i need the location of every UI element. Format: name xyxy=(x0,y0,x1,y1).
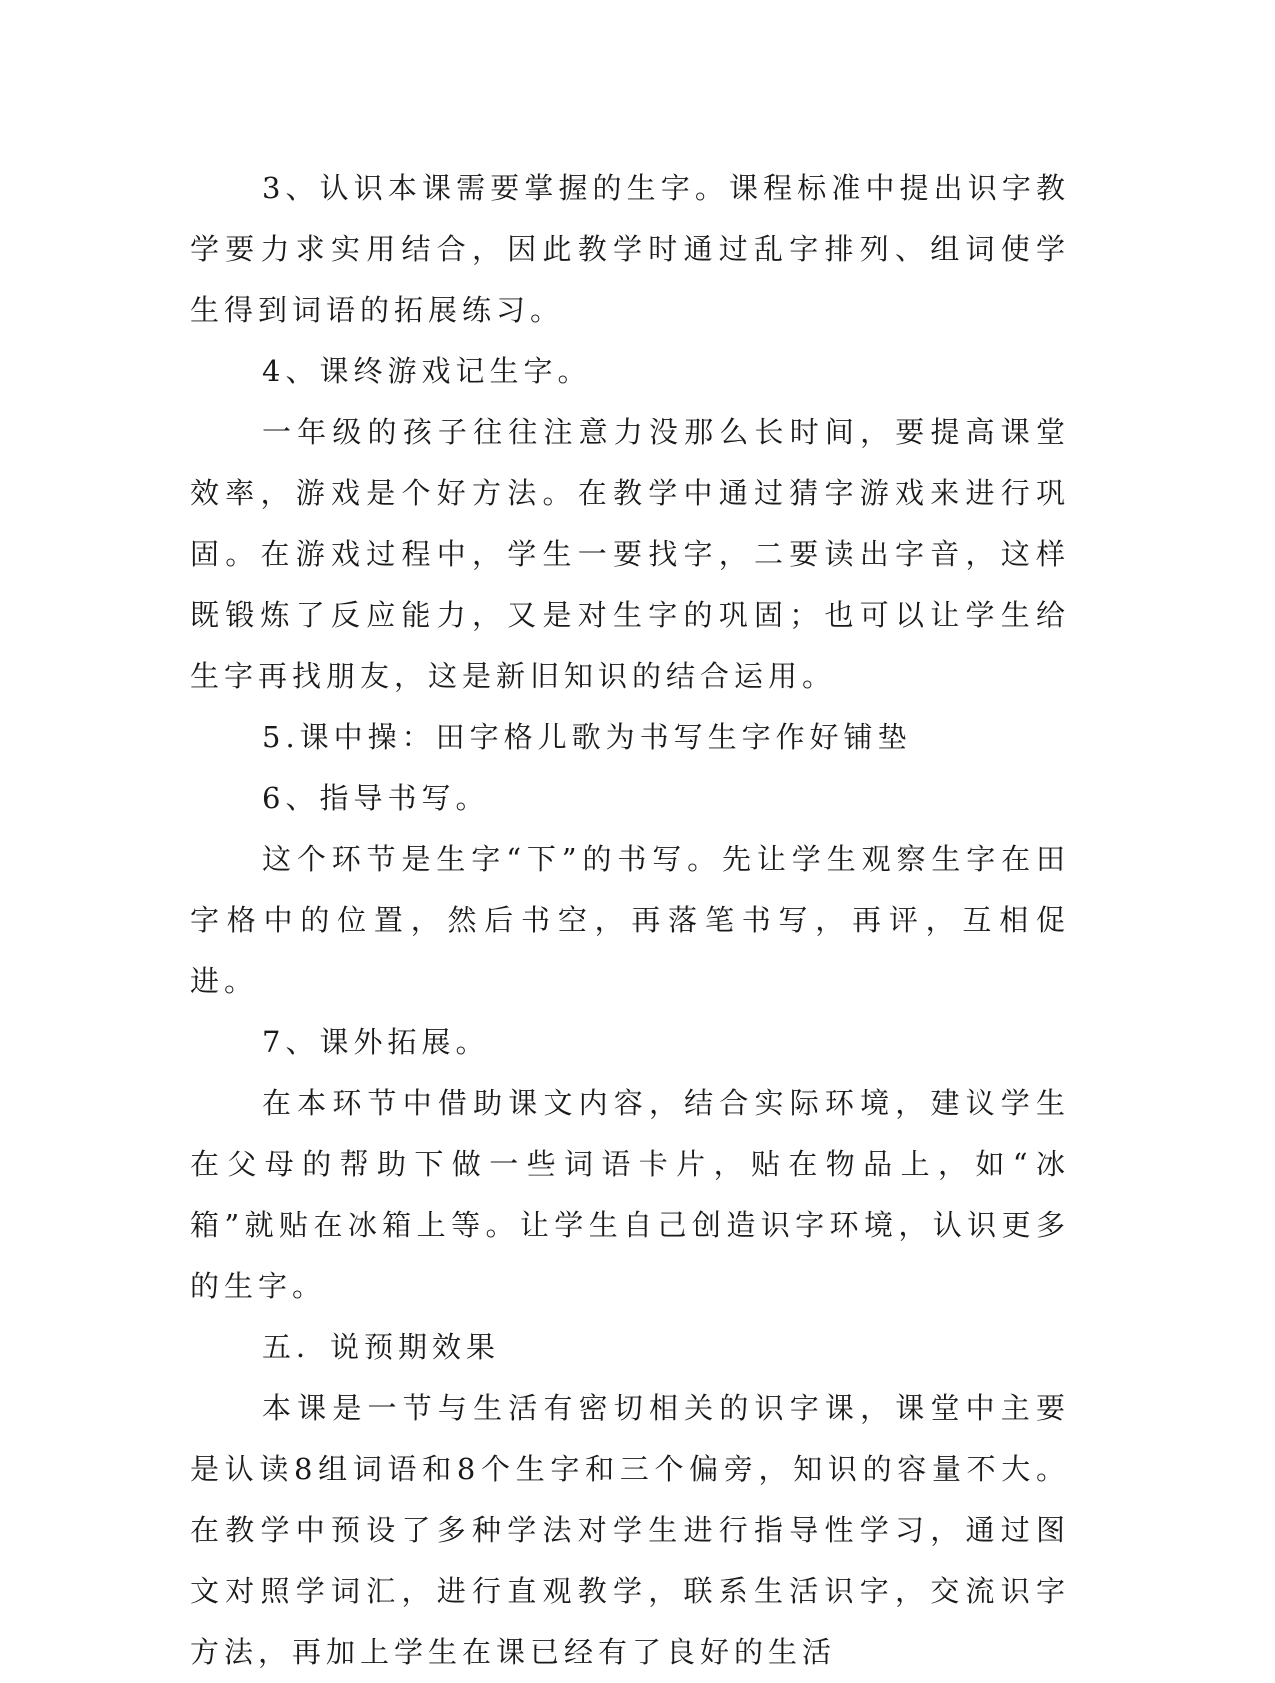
section-heading-expected-effect: 五．说预期效果 xyxy=(262,1330,501,1364)
paragraph-item-5: 5.课中操：田字格儿歌为书写生字作好铺垫 xyxy=(262,720,912,754)
paragraph-item-4-heading: 4、课终游戏记生字。 xyxy=(262,354,592,388)
paragraph-extension-description: 在本环节中借助课文内容，结合实际环境，建议学生在父母的帮助下做一些词语卡片，贴在物品上，如“冰箱”就贴在冰箱上等。让学生自己创造识字环境，认识更多的生字。 xyxy=(190,1086,1070,1303)
paragraph-item-3: 3、认识本课需要掌握的生字。课程标准中提出识字教学要力求实用结合，因此教学时通过乱字排列、组词使学生得到词语的拓展练习。 xyxy=(190,171,1070,327)
paragraph-expected-effect: 本课是一节与生活有密切相关的识字课，课堂中主要是认读8组词语和8个生字和三个偏旁，知识的容量不大。在教学中预设了多种学法对学生进行指导性学习，通过图文对照学词汇，进行直观教学，联系生活识字，交流识字方法，再加上学生在课已经有了良好的生活 xyxy=(190,1391,1070,1669)
paragraph-item-6-heading: 6、指导书写。 xyxy=(262,781,490,815)
paragraph-game-description: 一年级的孩子往往注意力没那么长时间，要提高课堂效率，游戏是个好方法。在教学中通过猜字游戏来进行巩固。在游戏过程中，学生一要找字，二要读出字音，这样既锻炼了反应能力，又是对生字的巩固；也可以让学生给生字再找朋友，这是新旧知识的结合运用。 xyxy=(190,415,1070,693)
paragraph-writing-description: 这个环节是生字“下”的书写。先让学生观察生字在田字格中的位置，然后书空，再落笔书写，再评，互相促进。 xyxy=(190,842,1070,998)
paragraph-item-7-heading: 7、课外拓展。 xyxy=(262,1025,490,1059)
document-body xyxy=(190,158,1070,1683)
